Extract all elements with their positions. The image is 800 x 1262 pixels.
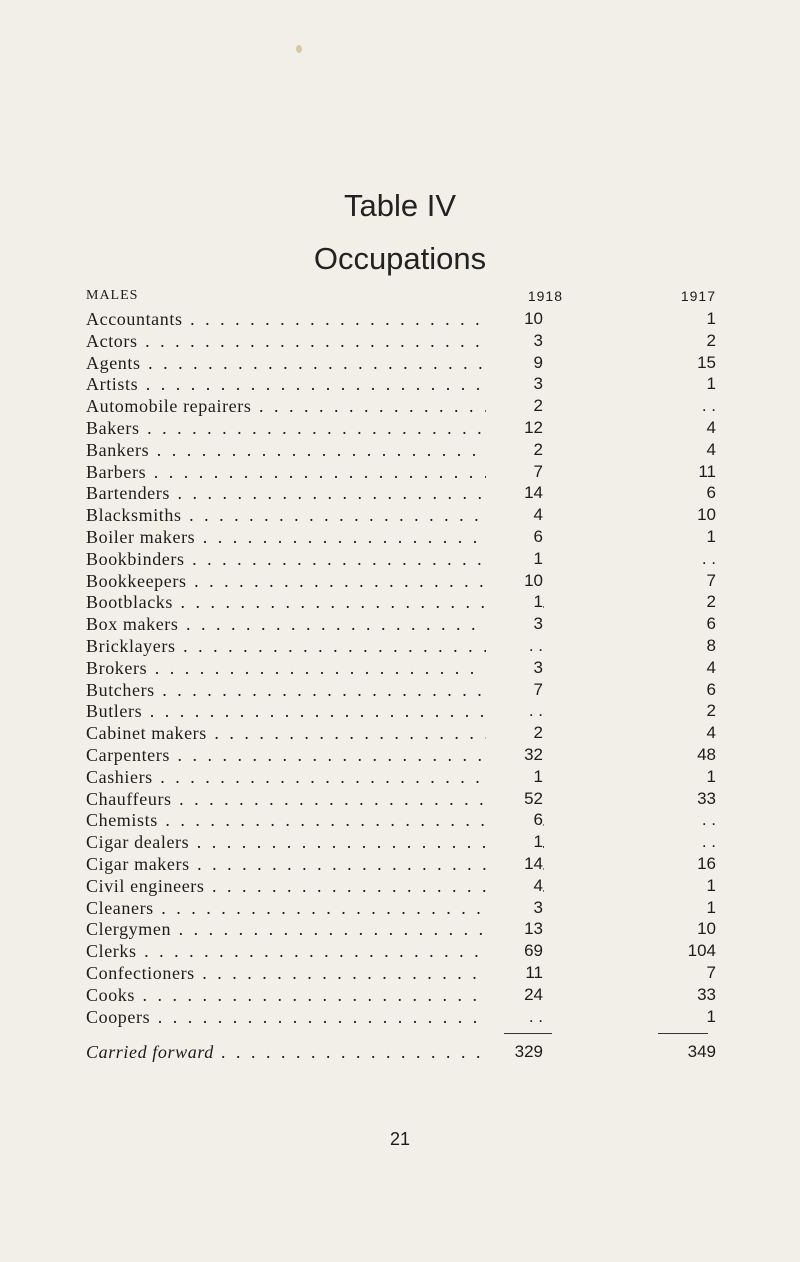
table-row xyxy=(86,897,716,919)
value-1918: 11 xyxy=(486,962,543,984)
total-rule-1917 xyxy=(658,1033,708,1034)
value-1917: 33 xyxy=(697,984,716,1004)
occupation-name: Chauffeurs . . . xyxy=(86,788,544,810)
table-row xyxy=(86,940,716,962)
occupation-name: Bakers . . . xyxy=(86,417,544,439)
total-rules xyxy=(86,1027,716,1041)
column-header-1917: 1917 xyxy=(680,288,716,304)
value-1917: 4 xyxy=(706,657,716,677)
value-1917: 1 xyxy=(706,1006,716,1026)
table-row xyxy=(86,1006,716,1028)
total-row xyxy=(86,1041,716,1063)
occupation-name: Accountants . . . xyxy=(86,308,544,330)
total-rule-1918 xyxy=(504,1033,552,1034)
value-1918: 7 xyxy=(486,461,543,483)
value-1917: 2 xyxy=(706,330,716,350)
value-1918: 52 xyxy=(486,788,543,810)
value-1918: 1 xyxy=(486,591,543,613)
column-header-1918: 1918 xyxy=(527,288,563,304)
section-label: MALES xyxy=(86,288,139,303)
occupation-name: Cigar dealers . . . xyxy=(86,831,544,853)
table-row xyxy=(86,330,716,352)
value-1917: 10 xyxy=(697,919,716,939)
table-row xyxy=(86,613,716,635)
value-1917: 8 xyxy=(706,635,716,655)
value-1917: 48 xyxy=(697,744,716,764)
occupation-name: Confectioners . . . xyxy=(86,962,544,984)
value-1918: 3 xyxy=(486,330,543,352)
value-1918: 1 xyxy=(486,831,543,853)
value-1918: 3 xyxy=(486,657,543,679)
value-1917: . . xyxy=(701,832,716,852)
table-row xyxy=(86,766,716,788)
value-1918: . . xyxy=(486,635,543,657)
table-title: Table IV xyxy=(343,188,456,223)
table-row xyxy=(86,657,716,679)
value-1918: 4 xyxy=(486,875,543,897)
value-1917: . . xyxy=(701,396,716,416)
occupation-name: Blacksmiths . . . xyxy=(86,504,544,526)
table-row xyxy=(86,744,716,766)
table-row xyxy=(86,461,716,483)
occupation-name: Box makers . . . xyxy=(86,613,544,635)
value-1918: 24 xyxy=(486,984,543,1006)
value-1918: 10 xyxy=(486,308,543,330)
value-1917: 6 xyxy=(706,679,716,699)
occupation-name: Automobile repairers . . . xyxy=(86,395,544,417)
table-row xyxy=(86,352,716,374)
occupation-name: Boiler makers . . . xyxy=(86,526,544,548)
occupation-name: Cleaners . . . xyxy=(86,897,544,919)
table-row xyxy=(86,635,716,657)
table-row xyxy=(86,417,716,439)
table-body xyxy=(86,308,716,1027)
occupation-name: Bartenders . . . xyxy=(86,482,544,504)
value-1917: . . xyxy=(701,810,716,830)
value-1917: 10 xyxy=(697,505,716,525)
table-row xyxy=(86,373,716,395)
total-value-1917: 349 xyxy=(687,1042,716,1062)
occupation-name: Bookbinders . . . xyxy=(86,548,544,570)
value-1918: 13 xyxy=(486,918,543,940)
occupation-name: Clergymen . . . xyxy=(86,918,544,940)
occupation-name: Bricklayers . . . xyxy=(86,635,544,657)
table-row xyxy=(86,591,716,613)
value-1917: 1 xyxy=(706,309,716,328)
occupation-name: Artists . . . xyxy=(86,373,544,395)
value-1918: 9 xyxy=(486,352,543,374)
value-1918: . . xyxy=(486,700,543,722)
value-1918: 6 xyxy=(486,809,543,831)
occupation-name: Bootblacks . . . xyxy=(86,591,544,613)
value-1918: 14 xyxy=(486,482,543,504)
value-1918: 14 xyxy=(486,853,543,875)
value-1917: 6 xyxy=(706,614,716,634)
value-1917: 16 xyxy=(697,853,716,873)
value-1917: 6 xyxy=(706,483,716,503)
occupation-name: Chemists . . . xyxy=(86,809,544,831)
value-1918: 3 xyxy=(486,373,543,395)
value-1917: 1 xyxy=(706,766,716,786)
value-1917: 104 xyxy=(687,941,716,961)
value-1918: 32 xyxy=(486,744,543,766)
value-1918: 2 xyxy=(486,395,543,417)
value-1918: 10 xyxy=(486,570,543,592)
value-1917: 1 xyxy=(706,374,716,394)
value-1918: 2 xyxy=(486,439,543,461)
value-1917: 15 xyxy=(697,352,716,372)
table-row xyxy=(86,700,716,722)
occupation-name: Brokers . . . xyxy=(86,657,544,679)
occupation-name: Barbers . . . xyxy=(86,461,544,483)
table-row xyxy=(86,722,716,744)
value-1917: 4 xyxy=(706,723,716,743)
value-1918: 6 xyxy=(486,526,543,548)
occupations-table xyxy=(86,288,716,1063)
value-1918: . . xyxy=(486,1006,543,1028)
occupation-name: Bookkeepers . . . xyxy=(86,570,544,592)
occupation-name: Clerks . . . xyxy=(86,940,544,962)
table-row xyxy=(86,984,716,1006)
value-1917: . . xyxy=(701,548,716,568)
table-row xyxy=(86,504,716,526)
table-row xyxy=(86,395,716,417)
occupation-name: Bankers . . . xyxy=(86,439,544,461)
occupation-name: Cabinet makers . . . xyxy=(86,722,544,744)
value-1917: 7 xyxy=(706,570,716,590)
value-1918: 1 xyxy=(486,548,543,570)
value-1917: 2 xyxy=(706,592,716,612)
table-row xyxy=(86,875,716,897)
occupation-name: Actors . . . xyxy=(86,330,544,352)
page-speck xyxy=(296,45,302,53)
value-1918: 3 xyxy=(486,613,543,635)
page-number: 21 xyxy=(389,1129,411,1149)
value-1917: 7 xyxy=(706,962,716,982)
table-row xyxy=(86,679,716,701)
total-label: Carried forward . . . xyxy=(86,1041,544,1063)
value-1917: 4 xyxy=(706,417,716,437)
value-1917: 1 xyxy=(706,897,716,917)
value-1917: 2 xyxy=(706,701,716,721)
value-1917: 33 xyxy=(697,788,716,808)
table-row xyxy=(86,439,716,461)
table-row xyxy=(86,482,716,504)
table-row xyxy=(86,918,716,940)
occupation-name: Carpenters . . . xyxy=(86,744,544,766)
occupation-name: Butchers . . . xyxy=(86,679,544,701)
value-1918: 12 xyxy=(486,417,543,439)
value-1918: 69 xyxy=(486,940,543,962)
occupation-name: Civil engineers . . . xyxy=(86,875,544,897)
occupation-name: Coopers . . . xyxy=(86,1006,544,1028)
table-row xyxy=(86,570,716,592)
table-row xyxy=(86,962,716,984)
value-1918: 3 xyxy=(486,897,543,919)
value-1918: 1 xyxy=(486,766,543,788)
table-row xyxy=(86,308,716,330)
table-subtitle: Occupations xyxy=(313,241,487,276)
value-1918: 7 xyxy=(486,679,543,701)
table-row xyxy=(86,831,716,853)
occupation-name: Cooks . . . xyxy=(86,984,544,1006)
value-1917: 11 xyxy=(698,461,716,481)
table-row xyxy=(86,809,716,831)
occupation-name: Butlers . . . xyxy=(86,700,544,722)
occupation-name: Cigar makers . . . xyxy=(86,853,544,875)
table-row xyxy=(86,526,716,548)
total-value-1918: 329 xyxy=(486,1041,543,1063)
value-1917: 1 xyxy=(706,526,716,546)
value-1918: 2 xyxy=(486,722,543,744)
value-1917: 1 xyxy=(706,875,716,895)
value-1917: 4 xyxy=(706,439,716,459)
table-row xyxy=(86,853,716,875)
occupation-name: Cashiers . . . xyxy=(86,766,544,788)
value-1918: 4 xyxy=(486,504,543,526)
table-row xyxy=(86,548,716,570)
table-header xyxy=(86,288,716,308)
table-row xyxy=(86,788,716,810)
occupation-name: Agents . . . xyxy=(86,352,544,374)
